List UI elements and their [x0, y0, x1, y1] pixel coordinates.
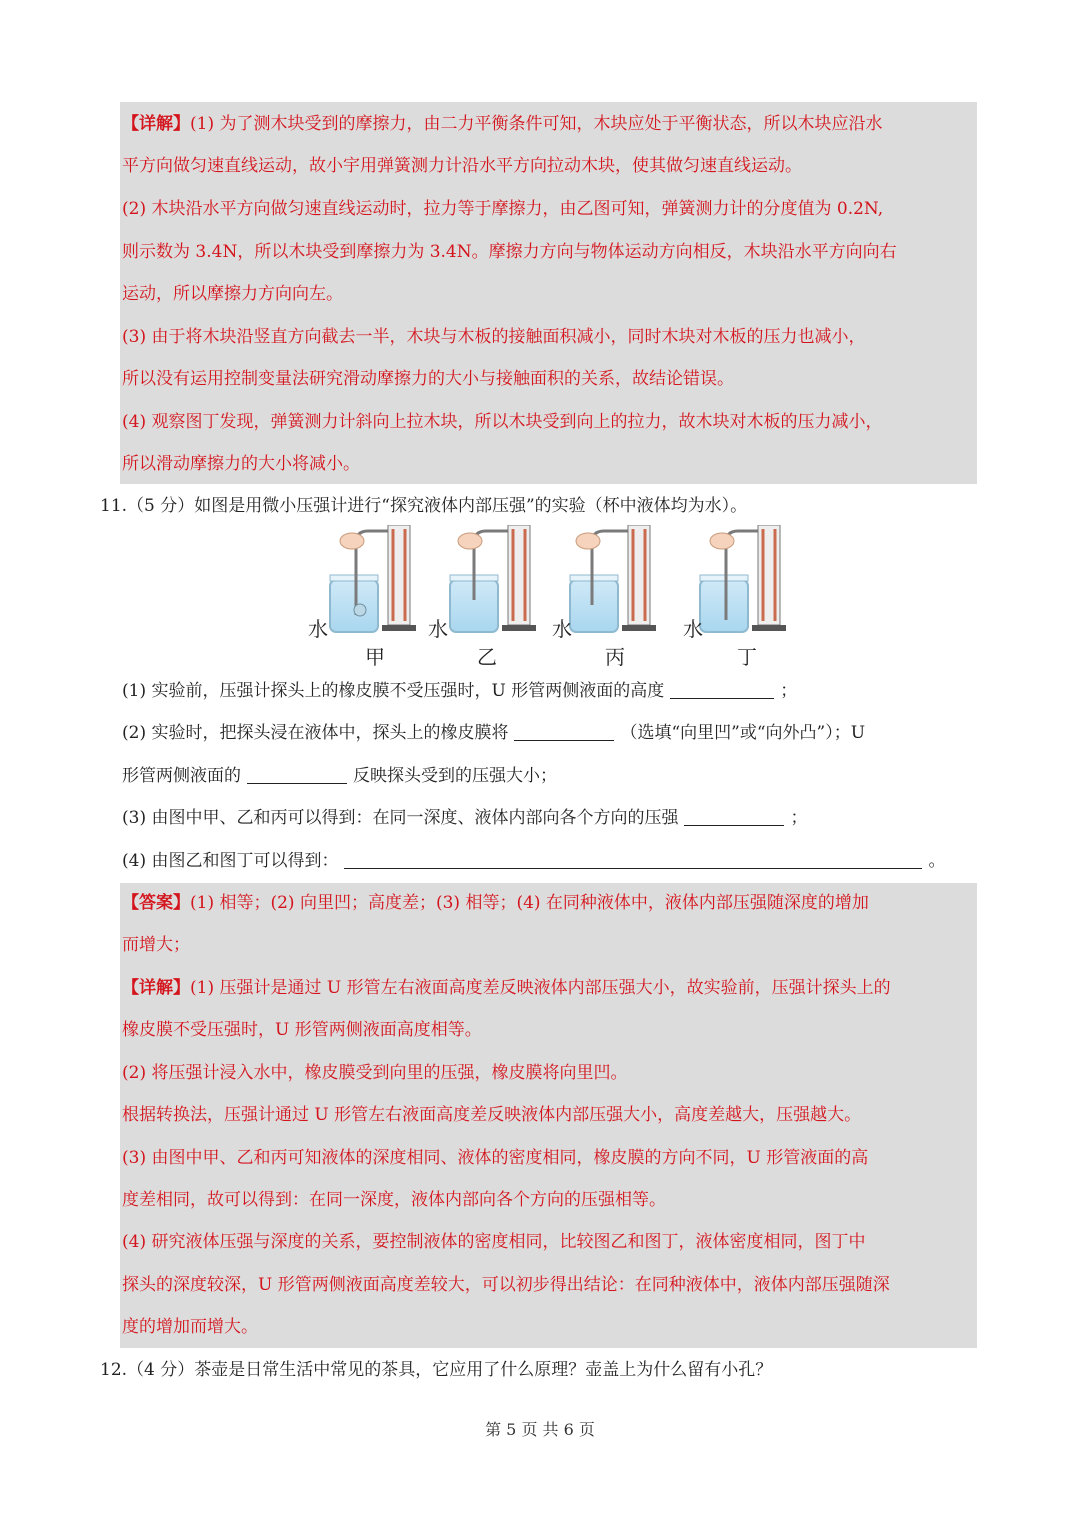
analysis-line: (4) 研究液体压强与深度的关系，要控制液体的密度相同，比较图乙和图丁，液体密度相同，图丁中	[122, 1232, 866, 1252]
answer-line: 【答案】(1) 相等；(2) 向里凹；高度差；(3) 相等；(4) 在同种液体中，液体内部压强随深度的增加	[122, 893, 869, 913]
analysis-line: (2) 木块沿水平方向做匀速直线运动时，拉力等于摩擦力，由乙图可知，弹簧测力计的分度值为 0.2N,	[122, 199, 884, 219]
figure-caption-yi: 乙	[477, 645, 497, 669]
pressure-gauge-figure	[300, 525, 800, 670]
analysis-line: 则示数为 3.4N，所以木块受到摩擦力为 3.4N。摩擦力方向与物体运动方向相反，木块沿水平方向向右	[122, 242, 897, 262]
question-11-part-3: (3) 由图中甲、乙和丙可以得到：在同一深度、液体内部向各个方向的压强 ；	[122, 808, 808, 828]
question-11-part-2-cont: 形管两侧液面的 反映探头受到的压强大小；	[122, 766, 557, 786]
answer-blank[interactable]	[514, 723, 614, 741]
analysis-line: 平方向做匀速直线运动，故小宇用弹簧测力计沿水平方向拉动木块，使其做匀速直线运动。	[122, 156, 802, 176]
figure-caption-ding: 丁	[737, 645, 757, 669]
page-number-footer: 第 5 页 共 6 页	[485, 1420, 595, 1439]
water-label: 水	[683, 617, 703, 641]
answer-blank[interactable]	[247, 766, 347, 784]
figure-caption-jia: 甲	[365, 645, 385, 669]
water-label: 水	[308, 617, 328, 641]
analysis-line: 运动，所以摩擦力方向向左。	[122, 284, 343, 304]
analysis-line: (3) 由于将木块沿竖直方向截去一半，木块与木板的接触面积减小，同时木块对木板的压力也减小，	[122, 327, 866, 347]
analysis-line: (2) 将压强计浸入水中，橡皮膜受到向里的压强，橡皮膜将向里凹。	[122, 1063, 628, 1083]
answer-blank[interactable]	[344, 851, 922, 869]
setup-jia	[330, 525, 416, 632]
setup-yi	[450, 525, 536, 632]
analysis-line: 橡皮膜不受压强时，U 形管两侧液面高度相等。	[122, 1020, 482, 1040]
question-11-part-4: (4) 由图乙和图丁可以得到： 。	[122, 851, 946, 871]
answer-tag: 【答案】	[122, 893, 190, 913]
answer-blank[interactable]	[670, 681, 774, 699]
analysis-line: 所以滑动摩擦力的大小将减小。	[122, 454, 360, 474]
analysis-line: 度差相同，故可以得到：在同一深度，液体内部向各个方向的压强相等。	[122, 1190, 666, 1210]
question-11-stem: 11.（5 分）如图是用微小压强计进行“探究液体内部压强”的实验（杯中液体均为水）。	[100, 496, 748, 516]
analysis-line: (3) 由图中甲、乙和丙可知液体的深度相同、液体的密度相同，橡皮膜的方向不同，U 形管液面的高	[122, 1148, 869, 1168]
question-11-part-1: (1) 实验前，压强计探头上的橡皮膜不受压强时，U 形管两侧液面的高度 ；	[122, 681, 798, 701]
detail-tag: 【详解】	[122, 978, 190, 998]
water-label: 水	[552, 617, 572, 641]
analysis-line: 所以没有运用控制变量法研究滑动摩擦力的大小与接触面积的关系，故结论错误。	[122, 369, 734, 389]
analysis-line: 【详解】(1) 压强计是通过 U 形管左右液面高度差反映液体内部压强大小，故实验前，压强计探头上的	[122, 978, 891, 998]
question-12-stem: 12.（4 分）茶壶是日常生活中常见的茶具，它应用了什么原理？壶盖上为什么留有小孔？	[100, 1360, 773, 1380]
analysis-line: 度的增加而增大。	[122, 1317, 258, 1337]
analysis-line: (4) 观察图丁发现，弹簧测力计斜向上拉木块，所以木块受到向上的拉力，故木块对木板的压力减小，	[122, 412, 883, 432]
water-label: 水	[428, 617, 448, 641]
answer-line: 而增大；	[122, 935, 190, 955]
figure-caption-bing: 丙	[605, 645, 625, 669]
answer-blank[interactable]	[684, 808, 784, 826]
analysis-line: 探头的深度较深，U 形管两侧液面高度差较大，可以初步得出结论：在同种液体中，液体内部压强随深	[122, 1275, 890, 1295]
analysis-line: 【详解】(1) 为了测木块受到的摩擦力，由二力平衡条件可知，木块应处于平衡状态，所以木块应沿水	[122, 114, 883, 134]
analysis-line: 根据转换法，压强计通过 U 形管左右液面高度差反映液体内部压强大小，高度差越大，压强越大。	[122, 1105, 862, 1125]
question-11-part-2: (2) 实验时，把探头浸在液体中，探头上的橡皮膜将 （选填“向里凹”或“向外凸”）；U	[122, 723, 866, 743]
setup-ding	[700, 525, 786, 632]
setup-bing	[570, 525, 656, 632]
detail-tag: 【详解】	[122, 114, 190, 134]
